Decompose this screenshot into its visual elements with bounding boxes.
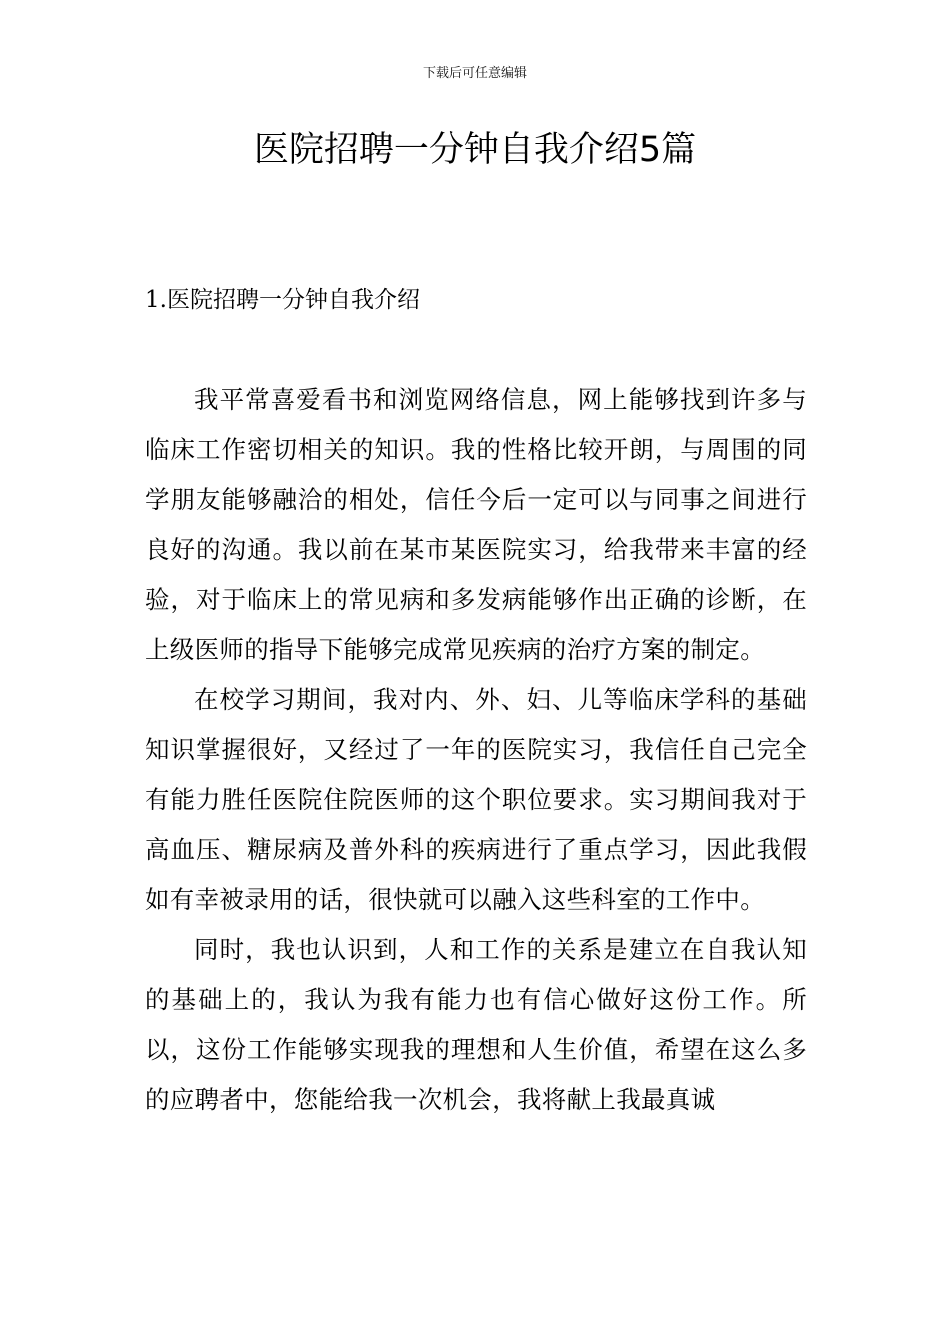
document-title: 医院招聘一分钟自我介绍5篇 [253, 130, 697, 170]
header-note: 下载后可任意编辑 [422, 66, 527, 81]
body-text [145, 375, 807, 1125]
paragraph-3: 同时，我也认识到，人和工作的关系是建立在自我认知的基础上的，我认为我有能力也有信心做好这份工作。所以，这份工作能够实现我的理想和人生价值，希望在这么多的应聘者中，您能给我一次机会，我将献上我最真诚 [145, 935, 807, 1114]
paragraph-2: 在校学习期间，我对内、外、妇、儿等临床学科的基础知识掌握很好，又经过了一年的医院实习，我信任自己完全有能力胜任医院住院医师的这个职位要求。实习期间我对于高血压、糖尿病及普外科的疾病进行了重点学习，因此我假如有幸被录用的话，很快就可以融入这些科室的工作中。 [145, 685, 807, 914]
paragraph-1: 我平常喜爱看书和浏览网络信息，网上能够找到许多与临床工作密切相关的知识。我的性格比较开朗，与周围的同学朋友能够融洽的相处，信任今后一定可以与同事之间进行良好的沟通。我以前在某市某医院实习，给我带来丰富的经验，对于临床上的常见病和多发病能够作出正确的诊断，在上级医师的指导下能够完成常见疾病的治疗方案的制定。 [145, 385, 807, 664]
section-heading: 1.医院招聘一分钟自我介绍 [145, 287, 420, 313]
